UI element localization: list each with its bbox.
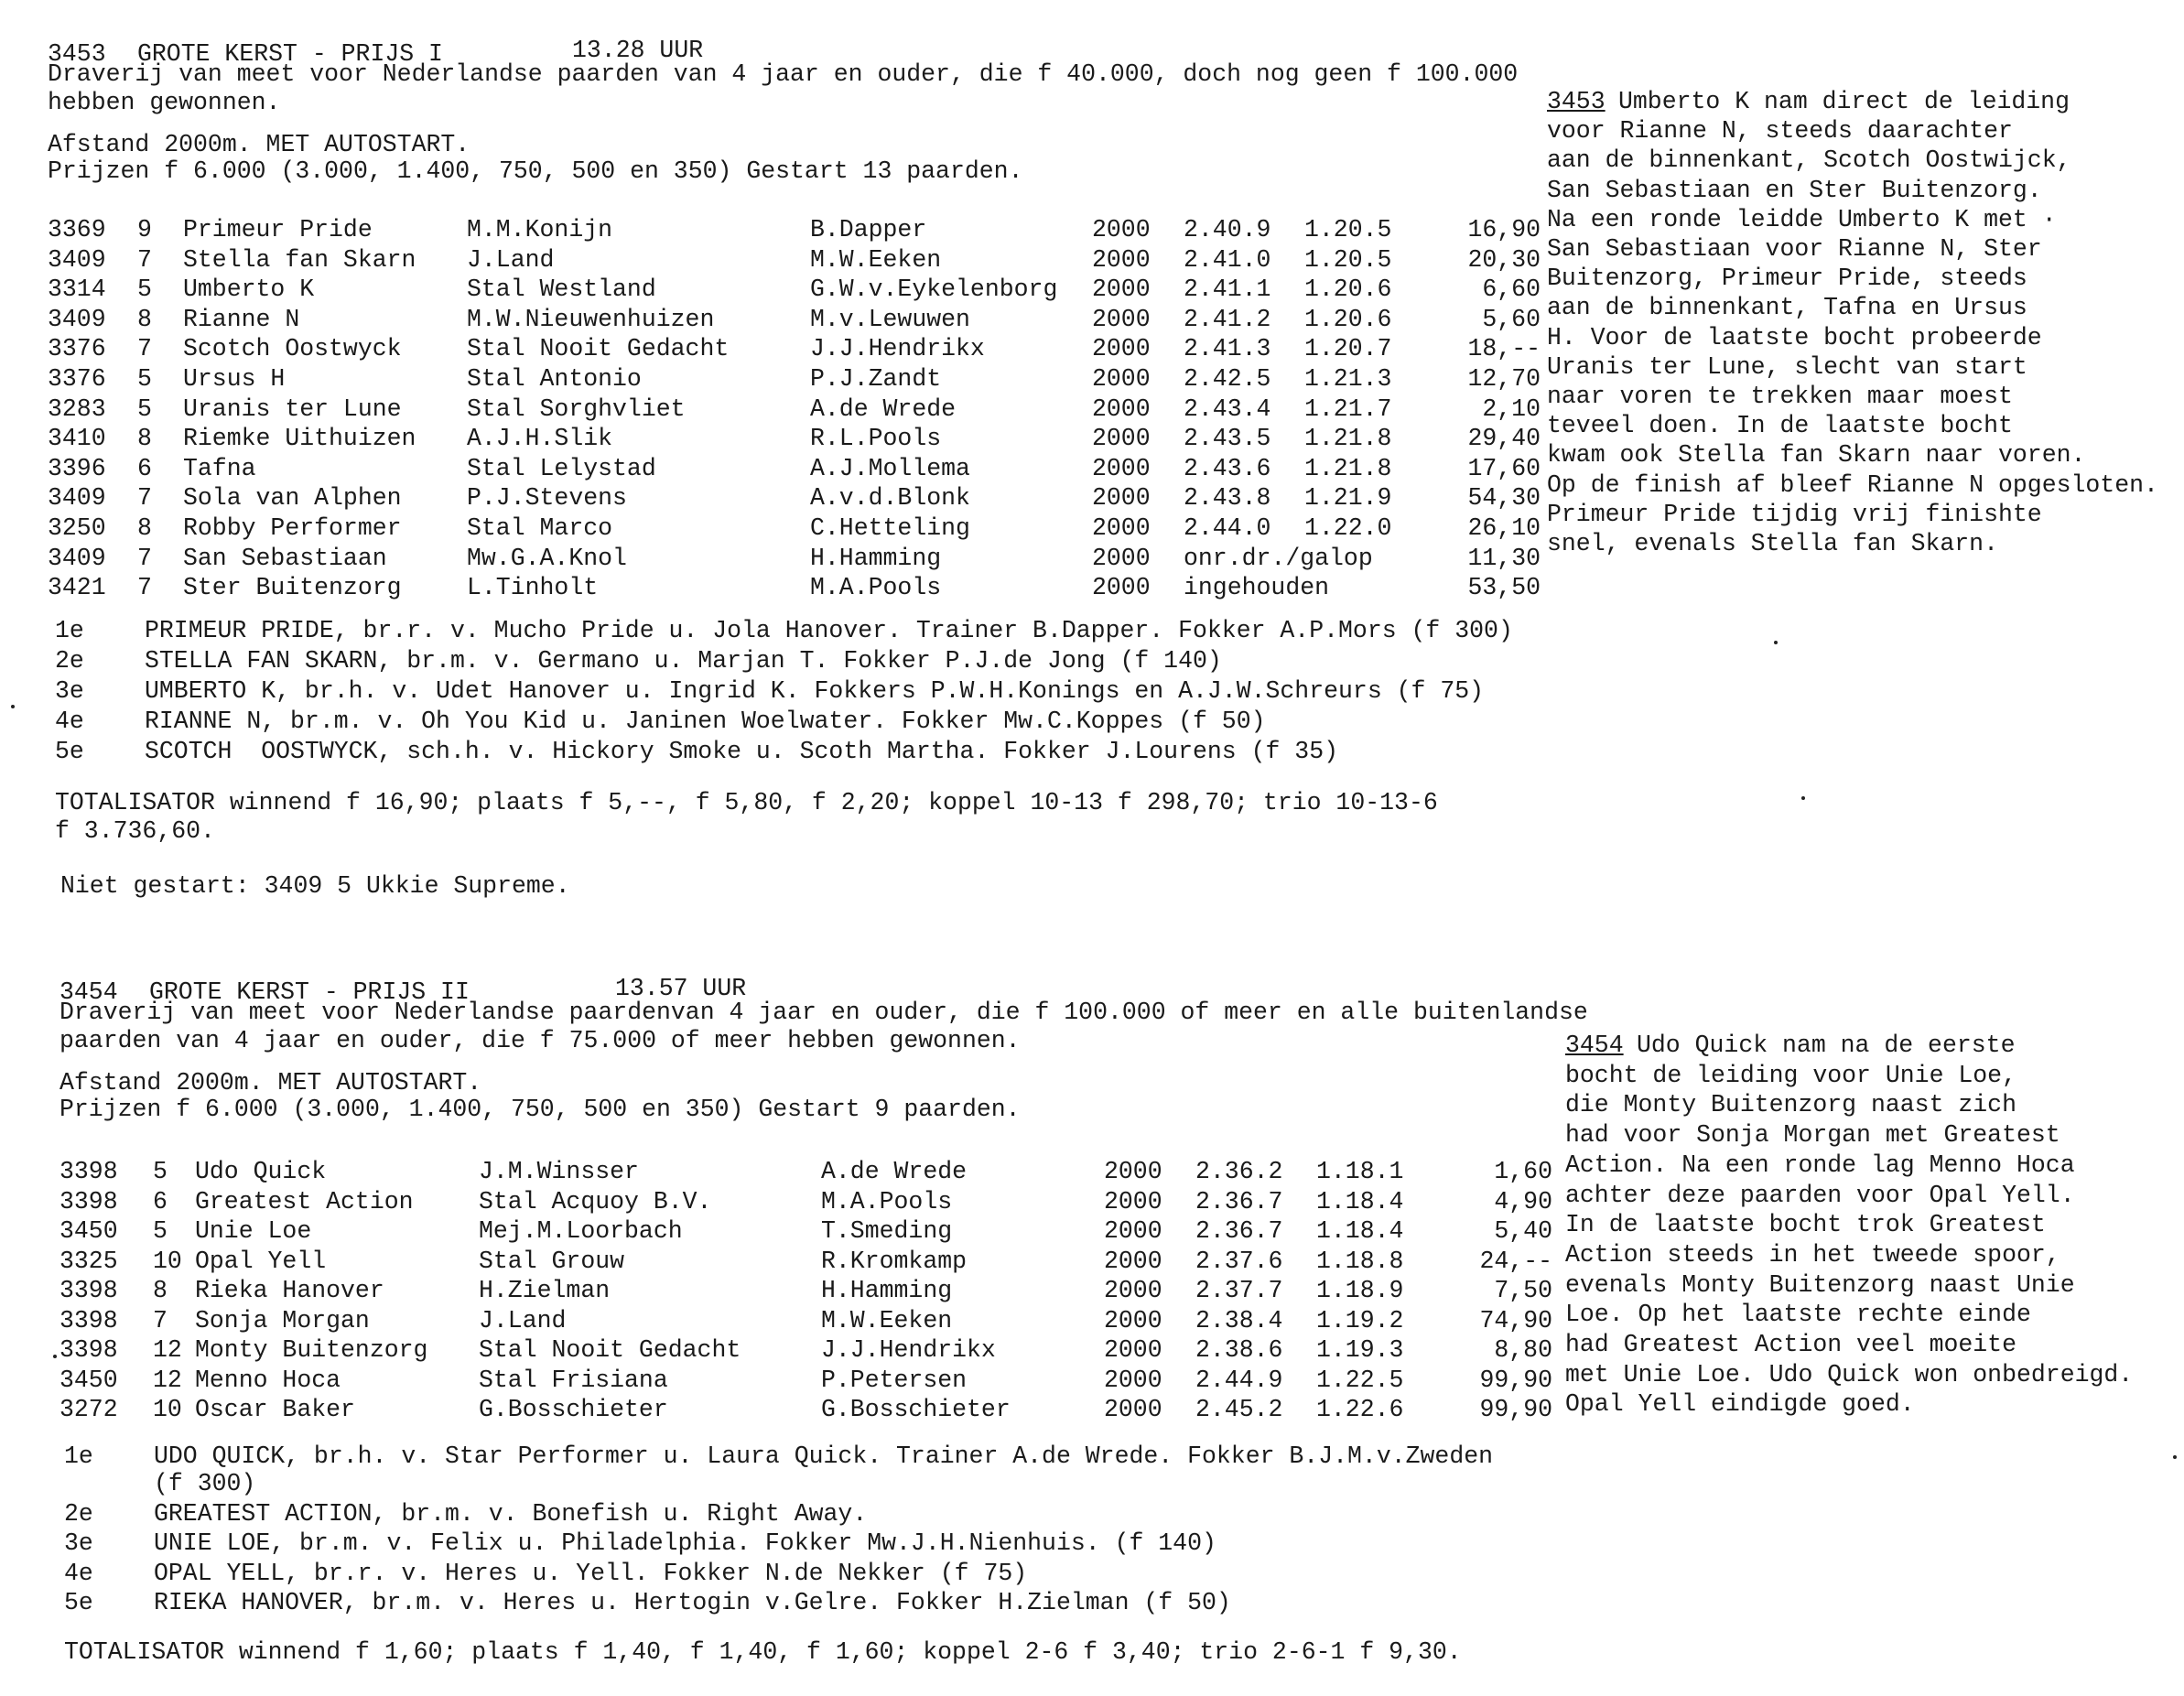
cell-distance: 2000 [1104, 1277, 1162, 1304]
cell-distance: 2000 [1104, 1336, 1162, 1364]
cell-time: 2.41.2 [1184, 305, 1271, 333]
cell-odds: 5,40 [1494, 1217, 1552, 1245]
table-row [0, 1187, 1556, 1216]
totalisator-line: f 3.736,60. [55, 817, 215, 845]
placing-position: 4e [55, 708, 84, 735]
race-report-line: Na een ronde leidde Umberto K met · [1547, 205, 2057, 233]
cell-horse-name: Sonja Morgan [195, 1306, 370, 1334]
table-row [0, 275, 1556, 304]
cell-odds: 29,40 [1467, 425, 1541, 453]
cell-owner: M.W.Nieuwenhuizen [467, 305, 715, 333]
cell-horse-number: 12 [153, 1336, 182, 1364]
cell-driver: A.de Wrede [810, 394, 957, 423]
cell-time: 2.43.8 [1184, 484, 1271, 513]
cell-horse-name: Ursus H [183, 365, 286, 393]
cell-km-time: 1.21.9 [1304, 484, 1392, 513]
placing-description: RIEKA HANOVER, br.m. v. Heres u. Hertogin v.Gelre. Fokker H.Zielman (f 50) [154, 1589, 1231, 1616]
cell-odds: 16,90 [1467, 216, 1541, 243]
race-report-line: Udo Quick nam na de eerste [1637, 1032, 2016, 1059]
race-number: 3453 [48, 40, 106, 68]
cell-horse-name: Oscar Baker [195, 1396, 355, 1423]
cell-odds: 24,-- [1479, 1247, 1552, 1275]
race-report-line: had voor Sonja Morgan met Greatest [1565, 1121, 2060, 1150]
placing-position: 2e [64, 1499, 93, 1528]
cell-time: 2.38.6 [1195, 1336, 1283, 1364]
race-report-line: Uranis ter Lune, slecht van start [1547, 352, 2027, 381]
cell-driver: M.v.Lewuwen [810, 305, 970, 333]
table-row [0, 1216, 1556, 1246]
cell-owner: A.J.H.Slik [467, 425, 613, 453]
race-report-line: Buitenzorg, Primeur Pride, steeds [1547, 265, 2027, 293]
cell-time: 2.36.2 [1195, 1158, 1283, 1185]
cell-distance: 2000 [1104, 1158, 1162, 1185]
placing-description: SCOTCH OOSTWYCK, sch.h. v. Hickory Smoke u. Scoth Martha. Fokker J.Lourens (f 35) [145, 738, 1339, 765]
cell-time: 2.43.5 [1184, 425, 1271, 453]
cell-km-time: 1.18.4 [1316, 1187, 1404, 1215]
race-report-line: Loe. Op het laatste rechte einde [1565, 1301, 2031, 1329]
cell-previous-race: 3409 [48, 245, 106, 274]
race-report-line: aan de binnenkant, Scotch Oostwijck, [1547, 146, 2071, 175]
race-report-line: evenals Monty Buitenzorg naast Unie [1565, 1270, 2075, 1299]
table-row [0, 454, 1556, 483]
table-row [0, 573, 1556, 602]
cell-odds: 53,50 [1467, 574, 1541, 602]
cell-time: 2.36.7 [1195, 1217, 1283, 1245]
cell-previous-race: 3398 [59, 1306, 118, 1334]
table-row [0, 215, 1556, 244]
cell-km-time: 1.19.3 [1316, 1336, 1404, 1364]
cell-owner: M.M.Konijn [467, 216, 613, 243]
cell-driver: M.A.Pools [821, 1187, 953, 1215]
cell-previous-race: 3421 [48, 574, 106, 602]
cell-time: 2.43.4 [1184, 394, 1271, 423]
cell-driver: M.W.Eeken [810, 245, 942, 274]
cell-previous-race: 3450 [59, 1217, 118, 1245]
cell-horse-name: Primeur Pride [183, 216, 373, 243]
scan-speck [1801, 796, 1805, 800]
race-prizes: Prijzen f 6.000 (3.000, 1.400, 750, 500 en 350) Gestart 9 paarden. [59, 1096, 1021, 1123]
cell-time: 2.43.6 [1184, 454, 1271, 482]
cell-driver: H.Hamming [821, 1277, 953, 1304]
race-prizes: Prijzen f 6.000 (3.000, 1.400, 750, 500 en 350) Gestart 13 paarden. [48, 157, 1023, 185]
cell-owner: Stal Nooit Gedacht [479, 1336, 741, 1364]
cell-odds: 54,30 [1467, 484, 1541, 513]
race-conditions-line: Draverij van meet voor Nederlandse paardenvan 4 jaar en ouder, die f 100.000 of meer en alle buitenlandse [59, 999, 1588, 1026]
cell-horse-number: 7 [153, 1306, 168, 1334]
cell-driver: M.W.Eeken [821, 1306, 953, 1334]
cell-owner: Stal Acquoy B.V. [479, 1187, 712, 1215]
cell-odds: 99,90 [1479, 1366, 1552, 1394]
cell-km-time: 1.18.1 [1316, 1158, 1404, 1185]
placing-description: RIANNE N, br.m. v. Oh You Kid u. Janinen Woelwater. Fokker Mw.C.Koppes (f 50) [145, 708, 1266, 735]
cell-distance: 2000 [1092, 514, 1151, 542]
race-report-line: H. Voor de laatste bocht probeerde [1547, 323, 2042, 351]
placing-description: UDO QUICK, br.h. v. Star Performer u. Laura Quick. Trainer A.de Wrede. Fokker B.J.M.v.Zweden [154, 1442, 1494, 1470]
placing-position: 4e [64, 1559, 93, 1587]
cell-odds: 6,60 [1482, 275, 1541, 304]
cell-distance: 2000 [1104, 1187, 1162, 1215]
table-row [0, 1157, 1556, 1186]
cell-horse-number: 8 [137, 425, 152, 453]
cell-driver: M.A.Pools [810, 574, 942, 602]
cell-owner: J.Land [479, 1306, 567, 1334]
cell-distance: 2000 [1092, 335, 1151, 363]
scan-speck [53, 1355, 57, 1358]
cell-odds: 26,10 [1467, 514, 1541, 542]
cell-time: 2.41.0 [1184, 245, 1271, 274]
table-row [0, 1276, 1556, 1305]
cell-horse-number: 5 [137, 394, 152, 423]
cell-odds: 2,10 [1482, 394, 1541, 423]
cell-time: 2.40.9 [1184, 216, 1271, 243]
cell-odds: 12,70 [1467, 365, 1541, 393]
cell-driver: J.J.Hendrikx [821, 1336, 996, 1364]
cell-driver: P.Petersen [821, 1366, 968, 1394]
cell-previous-race: 3325 [59, 1247, 118, 1275]
cell-owner: Stal Nooit Gedacht [467, 335, 730, 363]
race-report-line: had Greatest Action veel moeite [1565, 1331, 2016, 1358]
cell-driver: T.Smeding [821, 1217, 953, 1245]
cell-odds: 20,30 [1467, 245, 1541, 274]
race-report-line: achter deze paarden voor Opal Yell. [1565, 1181, 2075, 1209]
race-report-line: naar voren te trekken maar moest [1547, 383, 2013, 410]
cell-time: 2.41.1 [1184, 275, 1271, 304]
cell-previous-race: 3398 [59, 1277, 118, 1304]
race-time: 13.28 UUR [572, 37, 704, 64]
cell-horse-number: 7 [137, 335, 152, 363]
race-report-line: Op de finish af bleef Rianne N opgesloten. [1547, 470, 2158, 499]
cell-horse-number: 7 [137, 574, 152, 602]
cell-time: 2.38.4 [1195, 1306, 1283, 1334]
cell-km-time: 1.20.7 [1304, 335, 1392, 363]
cell-horse-number: 10 [153, 1247, 182, 1275]
cell-distance: 2000 [1104, 1396, 1162, 1423]
table-row [0, 1306, 1556, 1335]
cell-owner: H.Zielman [479, 1277, 611, 1304]
cell-distance: 2000 [1092, 305, 1151, 333]
table-row [0, 334, 1556, 363]
cell-driver: R.L.Pools [810, 425, 942, 453]
cell-odds: 4,90 [1494, 1187, 1552, 1215]
cell-km-time: 1.22.5 [1316, 1366, 1404, 1394]
cell-previous-race: 3250 [48, 514, 106, 542]
cell-distance: 2000 [1092, 245, 1151, 274]
race-report-line: San Sebastiaan voor Rianne N, Ster [1547, 235, 2042, 263]
totalisator-line: TOTALISATOR winnend f 1,60; plaats f 1,40, f 1,40, f 1,60; koppel 2-6 f 3,40; trio 2-6-1 f 9,30. [64, 1638, 1462, 1666]
cell-distance: 2000 [1104, 1306, 1162, 1334]
placing-description: PRIMEUR PRIDE, br.r. v. Mucho Pride u. Jola Hanover. Trainer B.Dapper. Fokker A.P.Mors (f 300) [145, 617, 1513, 644]
cell-horse-name: San Sebastiaan [183, 544, 387, 572]
cell-owner: J.M.Winsser [479, 1158, 639, 1185]
cell-km-time: 1.18.4 [1316, 1217, 1404, 1245]
cell-driver: P.J.Zandt [810, 365, 942, 393]
cell-km-time: 1.18.8 [1316, 1247, 1404, 1275]
race-title: GROTE KERST - PRIJS II [149, 978, 470, 1006]
cell-horse-name: Monty Buitenzorg [195, 1336, 428, 1364]
cell-horse-name: Opal Yell [195, 1247, 327, 1275]
cell-horse-number: 12 [153, 1366, 182, 1394]
cell-horse-name: Umberto K [183, 275, 315, 304]
cell-previous-race: 3396 [48, 454, 106, 482]
cell-distance: 2000 [1092, 574, 1151, 602]
placing-description: UNIE LOE, br.m. v. Felix u. Philadelphia. Fokker Mw.J.H.Nienhuis. (f 140) [154, 1529, 1216, 1557]
cell-time: 2.37.6 [1195, 1247, 1283, 1275]
cell-owner: J.Land [467, 245, 555, 274]
race-conditions-line: Draverij van meet voor Nederlandse paarden van 4 jaar en ouder, die f 40.000, doch nog geen f 100.000 [48, 60, 1519, 88]
cell-driver: G.Bosschieter [821, 1396, 1011, 1423]
cell-horse-number: 5 [137, 275, 152, 304]
cell-odds: 1,60 [1494, 1158, 1552, 1185]
race-report-line: Action steeds in het tweede spoor, [1565, 1240, 2060, 1269]
cell-owner: Stal Antonio [467, 365, 642, 393]
cell-driver: B.Dapper [810, 216, 927, 243]
cell-odds: 8,80 [1494, 1336, 1552, 1364]
cell-driver: A.J.Mollema [810, 454, 970, 482]
cell-previous-race: 3376 [48, 335, 106, 363]
placing-position: 3e [64, 1529, 93, 1557]
table-row [0, 364, 1556, 394]
cell-time: 2.36.7 [1195, 1187, 1283, 1215]
cell-driver: A.v.d.Blonk [810, 484, 970, 513]
cell-owner: L.Tinholt [467, 574, 599, 602]
race-report-line: teveel doen. In de laatste bocht [1547, 412, 2013, 440]
table-row [0, 1366, 1556, 1395]
cell-previous-race: 3398 [59, 1336, 118, 1364]
cell-time: onr.dr./galop [1184, 544, 1373, 572]
table-row [0, 394, 1556, 424]
cell-driver: G.W.v.Eykelenborg [810, 275, 1058, 304]
cell-km-time: 1.20.6 [1304, 305, 1392, 333]
cell-horse-name: Udo Quick [195, 1158, 327, 1185]
cell-horse-name: Sola van Alphen [183, 484, 402, 513]
cell-distance: 2000 [1104, 1247, 1162, 1275]
race-report-line: Umberto K nam direct de leiding [1618, 88, 2070, 115]
cell-owner: Stal Marco [467, 514, 613, 542]
cell-horse-name: Unie Loe [195, 1217, 312, 1245]
table-row [0, 1335, 1556, 1365]
cell-horse-number: 5 [137, 365, 152, 393]
cell-horse-number: 8 [137, 514, 152, 542]
placing-description: (f 300) [154, 1470, 256, 1497]
cell-odds: 74,90 [1479, 1306, 1552, 1334]
cell-horse-name: Rianne N [183, 305, 300, 333]
race-report-line: die Monty Buitenzorg naast zich [1565, 1091, 2016, 1119]
not-started-note: Niet gestart: 3409 5 Ukkie Supreme. [60, 872, 570, 900]
table-row [0, 483, 1556, 513]
cell-previous-race: 3376 [48, 365, 106, 393]
race-report-line: kwam ook Stella fan Skarn naar voren. [1547, 441, 2086, 470]
table-row [0, 1247, 1556, 1276]
cell-owner: Stal Westland [467, 275, 656, 304]
cell-horse-name: Rieka Hanover [195, 1277, 384, 1304]
placing-description: OPAL YELL, br.r. v. Heres u. Yell. Fokker N.de Nekker (f 75) [154, 1559, 1028, 1587]
placing-description: STELLA FAN SKARN, br.m. v. Germano u. Marjan T. Fokker P.J.de Jong (f 140) [145, 647, 1222, 675]
cell-horse-number: 8 [153, 1277, 168, 1304]
scan-speck [2173, 1455, 2177, 1459]
race-number: 3454 [59, 978, 118, 1006]
cell-distance: 2000 [1092, 544, 1151, 572]
cell-previous-race: 3398 [59, 1158, 118, 1185]
cell-horse-number: 10 [153, 1396, 182, 1423]
cell-horse-name: Uranis ter Lune [183, 394, 402, 423]
cell-previous-race: 3409 [48, 484, 106, 513]
cell-owner: Stal Lelystad [467, 454, 656, 482]
cell-horse-number: 5 [153, 1217, 168, 1245]
table-row [0, 544, 1556, 573]
race-report-line: met Unie Loe. Udo Quick won onbedreigd. [1565, 1360, 2134, 1388]
cell-previous-race: 3283 [48, 394, 106, 423]
cell-time: ingehouden [1184, 574, 1330, 602]
scan-speck [11, 705, 15, 708]
placing-position: 2e [55, 647, 84, 675]
cell-owner: Stal Grouw [479, 1247, 625, 1275]
cell-odds: 5,60 [1482, 305, 1541, 333]
cell-time: 2.45.2 [1195, 1396, 1283, 1423]
cell-driver: R.Kromkamp [821, 1247, 968, 1275]
cell-km-time: 1.22.6 [1316, 1396, 1404, 1423]
cell-distance: 2000 [1104, 1366, 1162, 1394]
placing-description: UMBERTO K, br.h. v. Udet Hanover u. Ingrid K. Fokkers P.W.H.Konings en A.J.W.Schreurs (f 75) [145, 677, 1485, 705]
cell-horse-name: Scotch Oostwyck [183, 335, 402, 363]
cell-distance: 2000 [1092, 454, 1151, 482]
totalisator-line: TOTALISATOR winnend f 16,90; plaats f 5,--, f 5,80, f 2,20; koppel 10-13 f 298,70; trio 10-13-6 [55, 789, 1438, 816]
cell-horse-number: 5 [153, 1158, 168, 1185]
cell-km-time: 1.22.0 [1304, 514, 1392, 542]
cell-previous-race: 3409 [48, 305, 106, 333]
cell-km-time: 1.19.2 [1316, 1306, 1404, 1334]
cell-horse-name: Tafna [183, 454, 256, 482]
cell-horse-number: 7 [137, 544, 152, 572]
cell-distance: 2000 [1104, 1217, 1162, 1245]
cell-driver: J.J.Hendrikx [810, 335, 985, 363]
cell-distance: 2000 [1092, 275, 1151, 304]
cell-horse-number: 7 [137, 245, 152, 274]
race-report-line: snel, evenals Stella fan Skarn. [1547, 530, 1998, 557]
placing-position: 5e [64, 1589, 93, 1616]
cell-km-time: 1.20.5 [1304, 216, 1392, 243]
placing-position: 5e [55, 738, 84, 765]
cell-owner: Stal Sorghvliet [467, 394, 686, 423]
cell-owner: Stal Frisiana [479, 1366, 668, 1394]
cell-owner: G.Bosschieter [479, 1396, 668, 1423]
race-report-line: aan de binnenkant, Tafna en Ursus [1547, 294, 2027, 322]
race-report-line: bocht de leiding voor Unie Loe, [1565, 1061, 2016, 1089]
table-row [0, 245, 1556, 275]
cell-driver: C.Hetteling [810, 514, 970, 542]
cell-previous-race: 3409 [48, 544, 106, 572]
race-report-line: Primeur Pride tijdig vrij finishte [1547, 500, 2042, 528]
race-conditions-line: hebben gewonnen. [48, 89, 281, 116]
race-title: GROTE KERST - PRIJS I [137, 40, 443, 68]
race-report-number: 3453 [1547, 88, 1606, 115]
placing-position: 3e [55, 677, 84, 705]
cell-previous-race: 3369 [48, 216, 106, 243]
cell-km-time: 1.21.3 [1304, 365, 1392, 393]
cell-previous-race: 3272 [59, 1396, 118, 1423]
cell-distance: 2000 [1092, 425, 1151, 453]
cell-horse-name: Stella fan Skarn [183, 245, 416, 274]
cell-odds: 17,60 [1467, 454, 1541, 482]
race-report-line: Action. Na een ronde lag Menno Hoca [1565, 1150, 2075, 1179]
cell-horse-number: 6 [137, 454, 152, 482]
cell-distance: 2000 [1092, 216, 1151, 243]
cell-distance: 2000 [1092, 394, 1151, 423]
placing-position: 1e [55, 617, 84, 644]
cell-time: 2.44.9 [1195, 1366, 1283, 1394]
table-row [0, 1395, 1556, 1424]
scan-speck [1774, 641, 1778, 644]
race-distance: Afstand 2000m. MET AUTOSTART. [59, 1069, 482, 1096]
placing-description: GREATEST ACTION, br.m. v. Bonefish u. Right Away. [154, 1499, 868, 1528]
cell-owner: Mw.G.A.Knol [467, 544, 627, 572]
race-conditions-line: paarden van 4 jaar en ouder, die f 75.000 of meer hebben gewonnen. [59, 1027, 1021, 1054]
cell-horse-number: 6 [153, 1187, 168, 1215]
cell-time: 2.37.7 [1195, 1277, 1283, 1304]
cell-horse-number: 8 [137, 305, 152, 333]
race-report-number: 3454 [1565, 1032, 1624, 1059]
cell-km-time: 1.20.6 [1304, 275, 1392, 304]
cell-time: 2.44.0 [1184, 514, 1271, 542]
cell-horse-name: Menno Hoca [195, 1366, 341, 1394]
cell-distance: 2000 [1092, 365, 1151, 393]
cell-horse-number: 7 [137, 484, 152, 513]
cell-distance: 2000 [1092, 484, 1151, 513]
cell-odds: 11,30 [1467, 544, 1541, 572]
cell-driver: A.de Wrede [821, 1158, 968, 1185]
race-report-line: San Sebastiaan en Ster Buitenzorg. [1547, 176, 2042, 204]
cell-previous-race: 3410 [48, 425, 106, 453]
cell-previous-race: 3314 [48, 275, 106, 304]
cell-previous-race: 3398 [59, 1187, 118, 1215]
cell-km-time: 1.18.9 [1316, 1277, 1404, 1304]
table-row [0, 513, 1556, 543]
cell-km-time: 1.21.8 [1304, 454, 1392, 482]
cell-time: 2.42.5 [1184, 365, 1271, 393]
cell-owner: P.J.Stevens [467, 484, 627, 513]
placing-position: 1e [64, 1442, 93, 1470]
race-distance: Afstand 2000m. MET AUTOSTART. [48, 131, 470, 158]
cell-time: 2.41.3 [1184, 335, 1271, 363]
cell-odds: 99,90 [1479, 1396, 1552, 1423]
cell-horse-name: Riemke Uithuizen [183, 425, 416, 453]
cell-km-time: 1.20.5 [1304, 245, 1392, 274]
cell-owner: Mej.M.Loorbach [479, 1217, 683, 1245]
table-row [0, 305, 1556, 334]
cell-km-time: 1.21.8 [1304, 425, 1392, 453]
table-row [0, 424, 1556, 453]
cell-driver: H.Hamming [810, 544, 942, 572]
cell-previous-race: 3450 [59, 1366, 118, 1394]
cell-horse-name: Ster Buitenzorg [183, 574, 402, 602]
cell-horse-name: Greatest Action [195, 1187, 414, 1215]
race-report-line: voor Rianne N, steeds daarachter [1547, 117, 2013, 146]
cell-horse-number: 9 [137, 216, 152, 243]
cell-km-time: 1.21.7 [1304, 394, 1392, 423]
cell-horse-name: Robby Performer [183, 514, 402, 542]
race-report-line: In de laatste bocht trok Greatest [1565, 1211, 2046, 1239]
cell-odds: 18,-- [1467, 335, 1541, 363]
cell-odds: 7,50 [1494, 1277, 1552, 1304]
race-time: 13.57 UUR [615, 975, 747, 1002]
race-report-line: Opal Yell eindigde goed. [1565, 1390, 1915, 1419]
